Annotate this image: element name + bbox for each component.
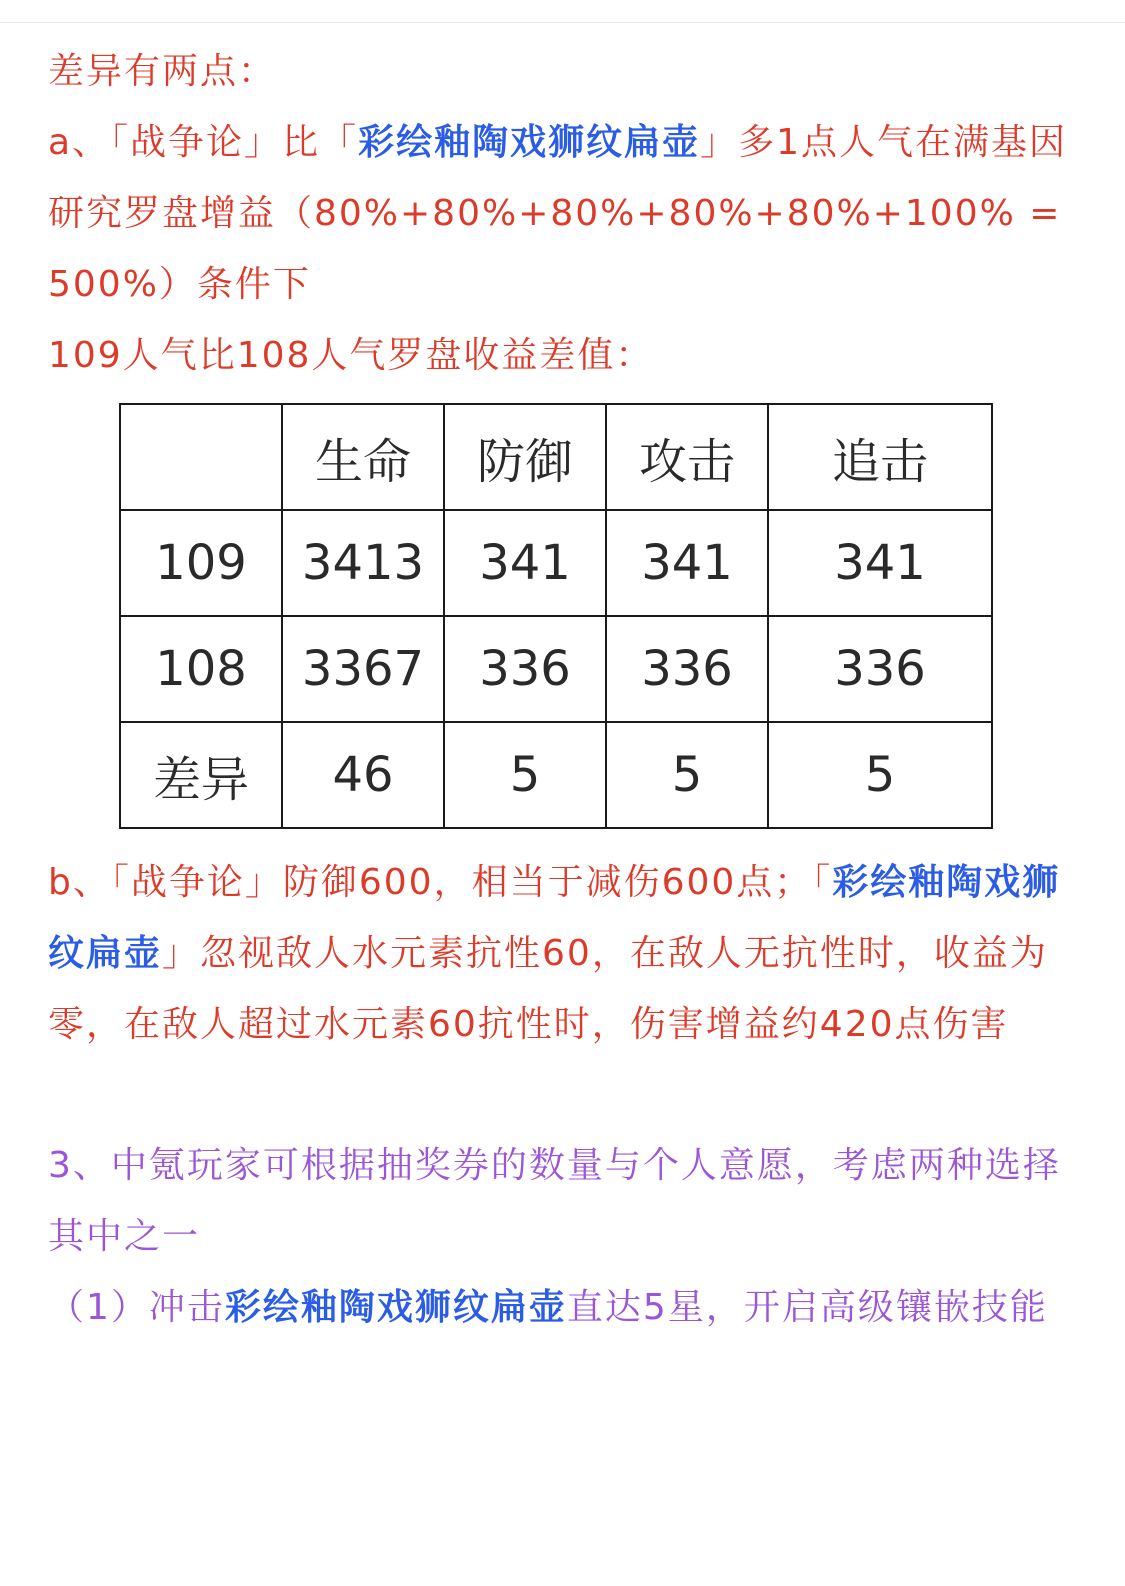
top-divider [0,22,1125,23]
table-cell: 46 [282,722,444,828]
table-row [120,616,992,722]
table-header-row [120,404,992,510]
table-header-cell [120,404,282,510]
table-cell: 341 [768,510,992,616]
point-b [48,847,1068,1060]
section-spacer [48,1060,1068,1130]
table-cell: 3413 [282,510,444,616]
point-a-item-name: 彩绘釉陶戏狮纹扁壶 [358,122,701,163]
point-b-pre: b、「战争论」防御600，相当于减伤600点；「 [48,862,833,903]
option-1 [48,1272,1068,1343]
table-cell: 109 [120,510,282,616]
table-cell: 341 [606,510,768,616]
table-header-cell: 防御 [444,404,606,510]
point-b-post: 」忽视敌人水元素抗性60，在敌人无抗性时，收益为零，在敌人超过水元素60抗性时，伤害增益约420点伤害 [48,933,1048,1045]
section-3 [48,1130,1068,1272]
table-cell: 5 [606,722,768,828]
table-cell: 5 [768,722,992,828]
intro-label: 差异有两点： [48,51,277,92]
table-row [120,510,992,616]
point-b-item-name: 彩绘釉陶戏狮纹扁壶 [48,862,1061,974]
option-1-pre: （1）冲击 [48,1287,225,1328]
table-cell: 336 [768,616,992,722]
intro-text [48,36,1068,107]
table-header-cell: 攻击 [606,404,768,510]
article-body [48,36,1068,1343]
stats-table [119,403,993,829]
table-header-cell: 生命 [282,404,444,510]
table-cell: 差异 [120,722,282,828]
option-1-item-name: 彩绘釉陶戏狮纹扁壶 [224,1287,567,1328]
option-1-post: 直达5星，开启高级镶嵌技能 [566,1287,1048,1328]
table-cell: 3367 [282,616,444,722]
table-cell: 341 [444,510,606,616]
point-a-pre: a、「战争论」比「 [48,122,359,163]
table-cell: 336 [444,616,606,722]
diff-caption-text: 109人气比108人气罗盘收益差值： [48,335,654,376]
table-row [120,722,992,828]
section-3-text: 3、中氪玩家可根据抽奖券的数量与个人意愿，考虑两种选择其中之一 [48,1145,1061,1257]
table-header-cell: 追击 [768,404,992,510]
point-a [48,107,1068,320]
point-a-post: 」多1点人气在满基因研究罗盘增益（80%+80%+80%+80%+80%+100% = 500%）条件下 [48,122,1067,305]
diff-caption [48,320,1068,391]
table-cell: 336 [606,616,768,722]
table-cell: 108 [120,616,282,722]
table-cell: 5 [444,722,606,828]
